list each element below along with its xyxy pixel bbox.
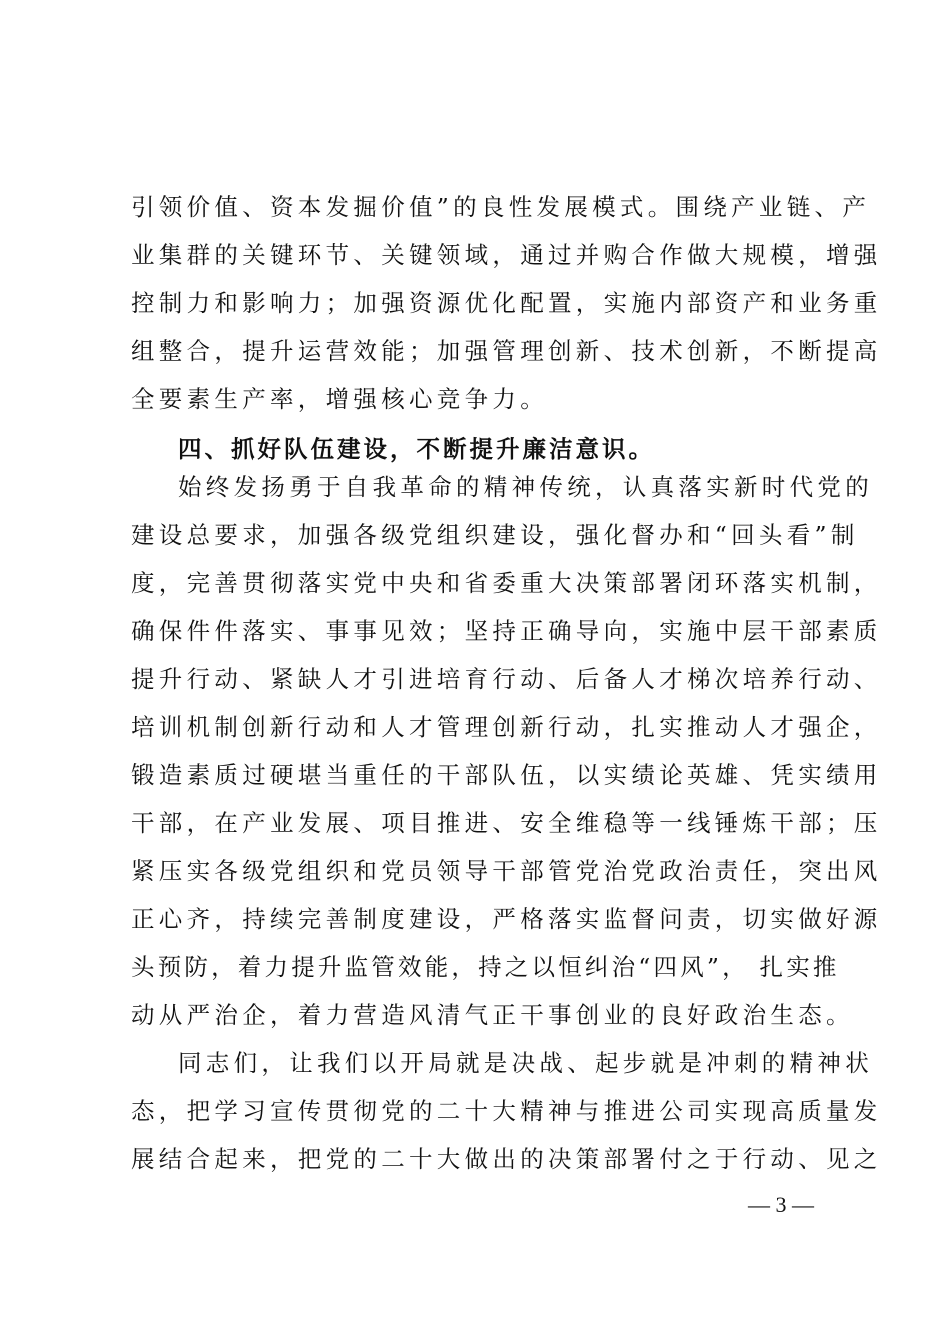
paragraph-first-line: 同志们，让我们以开局就是决战、起步就是冲刺的精神状 <box>178 1049 873 1077</box>
body-line: 组整合，提升运营效能；加强管理创新、技术创新，不断提高 <box>131 337 882 365</box>
body-line: 紧压实各级党组织和党员领导干部管党治党政治责任，突出风 <box>131 857 882 885</box>
body-line: 控制力和影响力；加强资源优化配置，实施内部资产和业务重 <box>131 289 882 317</box>
section-heading: 四、抓好队伍建设，不断提升廉洁意识。 <box>178 435 655 463</box>
body-line: 展结合起来，把党的二十大做出的决策部署付之于行动、见之 <box>131 1145 882 1173</box>
body-line: 干部，在产业发展、项目推进、安全维稳等一线锤炼干部；压 <box>131 809 882 837</box>
body-line: 提升行动、紧缺人才引进培育行动、后备人才梯次培养行动、 <box>131 665 882 693</box>
body-line: 动从严治企，着力营造风清气正干事创业的良好政治生态。 <box>131 1001 854 1029</box>
body-line: 培训机制创新行动和人才管理创新行动，扎实推动人才强企， <box>131 713 882 741</box>
paragraph-first-line: 始终发扬勇于自我革命的精神传统，认真落实新时代党的 <box>178 473 873 501</box>
body-line: 态，把学习宣传贯彻党的二十大精神与推进公司实现高质量发 <box>131 1097 882 1125</box>
body-line: 引领价值、资本发掘价值”的良性发展模式。围绕产业链、产 <box>131 193 871 221</box>
body-line: 业集群的关键环节、关键领域，通过并购合作做大规模，增强 <box>131 241 882 269</box>
body-line: 头预防，着力提升监管效能，持之以恒纠治“四风”， 扎实推 <box>131 953 840 981</box>
body-line: 锻造素质过硬堪当重任的干部队伍，以实绩论英雄、凭实绩用 <box>131 761 882 789</box>
body-line: 正心齐，持续完善制度建设，严格落实监督问责，切实做好源 <box>131 905 882 933</box>
body-line: 建设总要求，加强各级党组织建设，强化督办和“回头看”制 <box>131 521 859 549</box>
page-number: — 3 — <box>748 1192 814 1217</box>
body-line: 确保件件落实、事事见效；坚持正确导向，实施中层干部素质 <box>131 617 882 645</box>
body-line: 度，完善贯彻落实党中央和省委重大决策部署闭环落实机制， <box>131 569 882 597</box>
body-line: 全要素生产率，增强核心竞争力。 <box>131 385 548 413</box>
